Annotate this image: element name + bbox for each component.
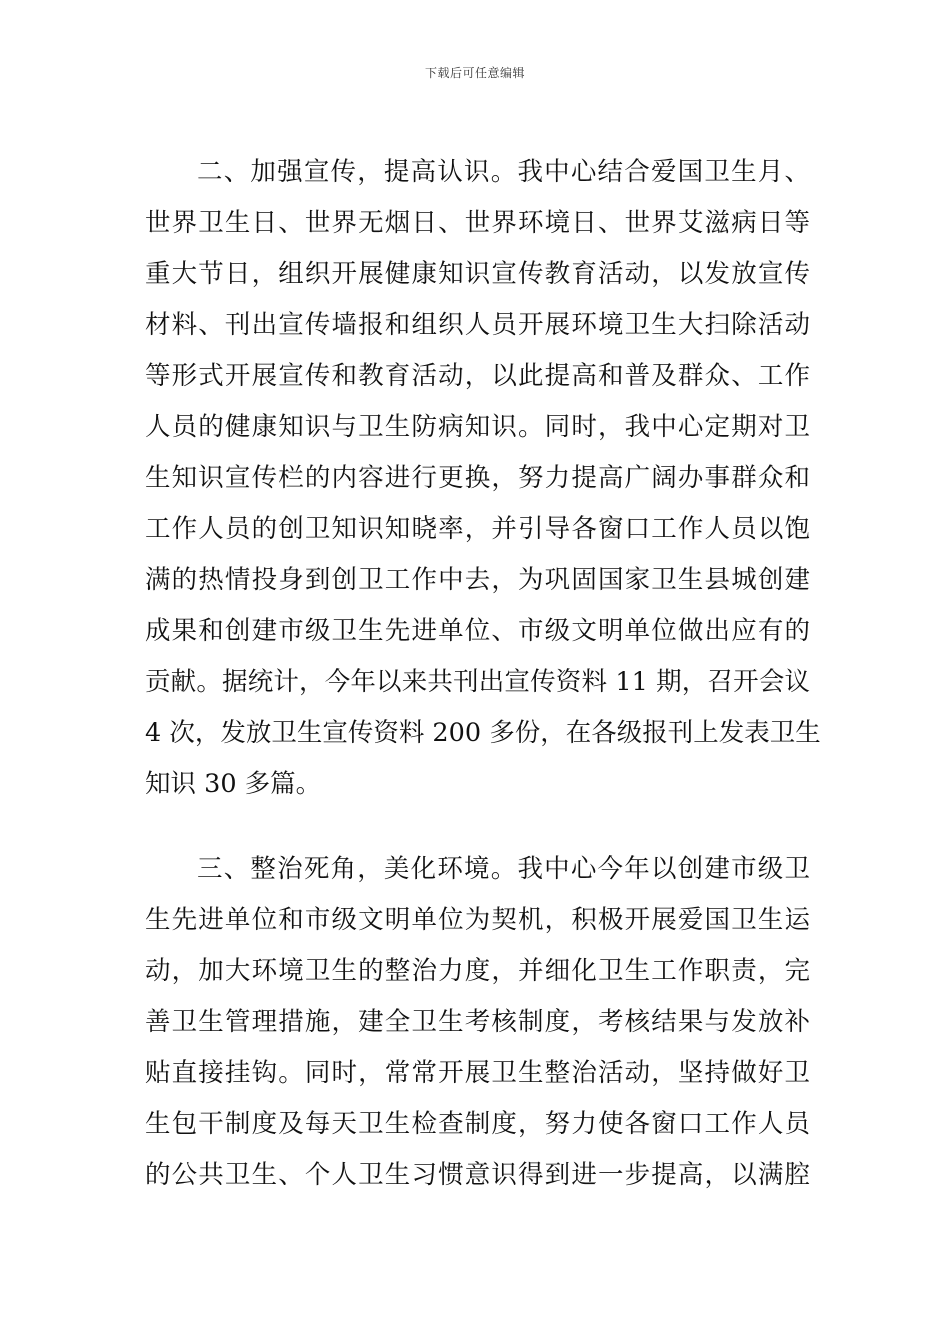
paragraph-line: 二、加强宣传，提高认识。我中心结合爱国卫生月、 xyxy=(197,157,810,187)
paragraph-line: 贡献。据统计，今年以来共刊出宣传资料 11 期，召开会议 xyxy=(145,667,810,697)
page-header: 下载后可任意编辑 xyxy=(424,66,525,80)
paragraph-line: 生先进单位和市级文明单位为契机，积极开展爱国卫生运 xyxy=(145,905,810,935)
paragraph-line: 动，加大环境卫生的整治力度，并细化卫生工作职责，完 xyxy=(145,956,810,986)
paragraph-publicity xyxy=(145,147,821,810)
paragraph-line: 善卫生管理措施，建全卫生考核制度，考核结果与发放补 xyxy=(145,1007,810,1037)
paragraph-line: 世界卫生日、世界无烟日、世界环境日、世界艾滋病日等 xyxy=(145,208,810,238)
paragraph-environment xyxy=(145,844,810,1201)
paragraph-line: 生知识宣传栏的内容进行更换，努力提高广阔办事群众和 xyxy=(145,463,810,493)
paragraph-line: 贴直接挂钩。同时，常常开展卫生整治活动，坚持做好卫 xyxy=(145,1058,810,1088)
paragraph-line: 知识 30 多篇。 xyxy=(145,769,322,799)
paragraph-line: 成果和创建市级卫生先进单位、市级文明单位做出应有的 xyxy=(145,616,810,646)
paragraph-line: 重大节日，组织开展健康知识宣传教育活动，以发放宣传 xyxy=(145,259,810,289)
paragraph-line: 4 次，发放卫生宣传资料 200 多份，在各级报刊上发表卫生 xyxy=(145,718,821,748)
paragraph-line: 的公共卫生、个人卫生习惯意识得到进一步提高，以满腔 xyxy=(145,1160,810,1190)
paragraph-line: 生包干制度及每天卫生检查制度，努力使各窗口工作人员 xyxy=(145,1109,810,1139)
paragraph-line: 工作人员的创卫知识知晓率，并引导各窗口工作人员以饱 xyxy=(145,514,810,544)
paragraph-line: 三、整治死角，美化环境。我中心今年以创建市级卫 xyxy=(197,854,810,884)
paragraph-line: 人员的健康知识与卫生防病知识。同时，我中心定期对卫 xyxy=(145,412,810,442)
paragraph-line: 满的热情投身到创卫工作中去，为巩固国家卫生县城创建 xyxy=(145,565,810,595)
paragraph-line: 等形式开展宣传和教育活动，以此提高和普及群众、工作 xyxy=(145,361,810,391)
paragraph-line: 材料、刊出宣传墙报和组织人员开展环境卫生大扫除活动 xyxy=(145,310,810,340)
